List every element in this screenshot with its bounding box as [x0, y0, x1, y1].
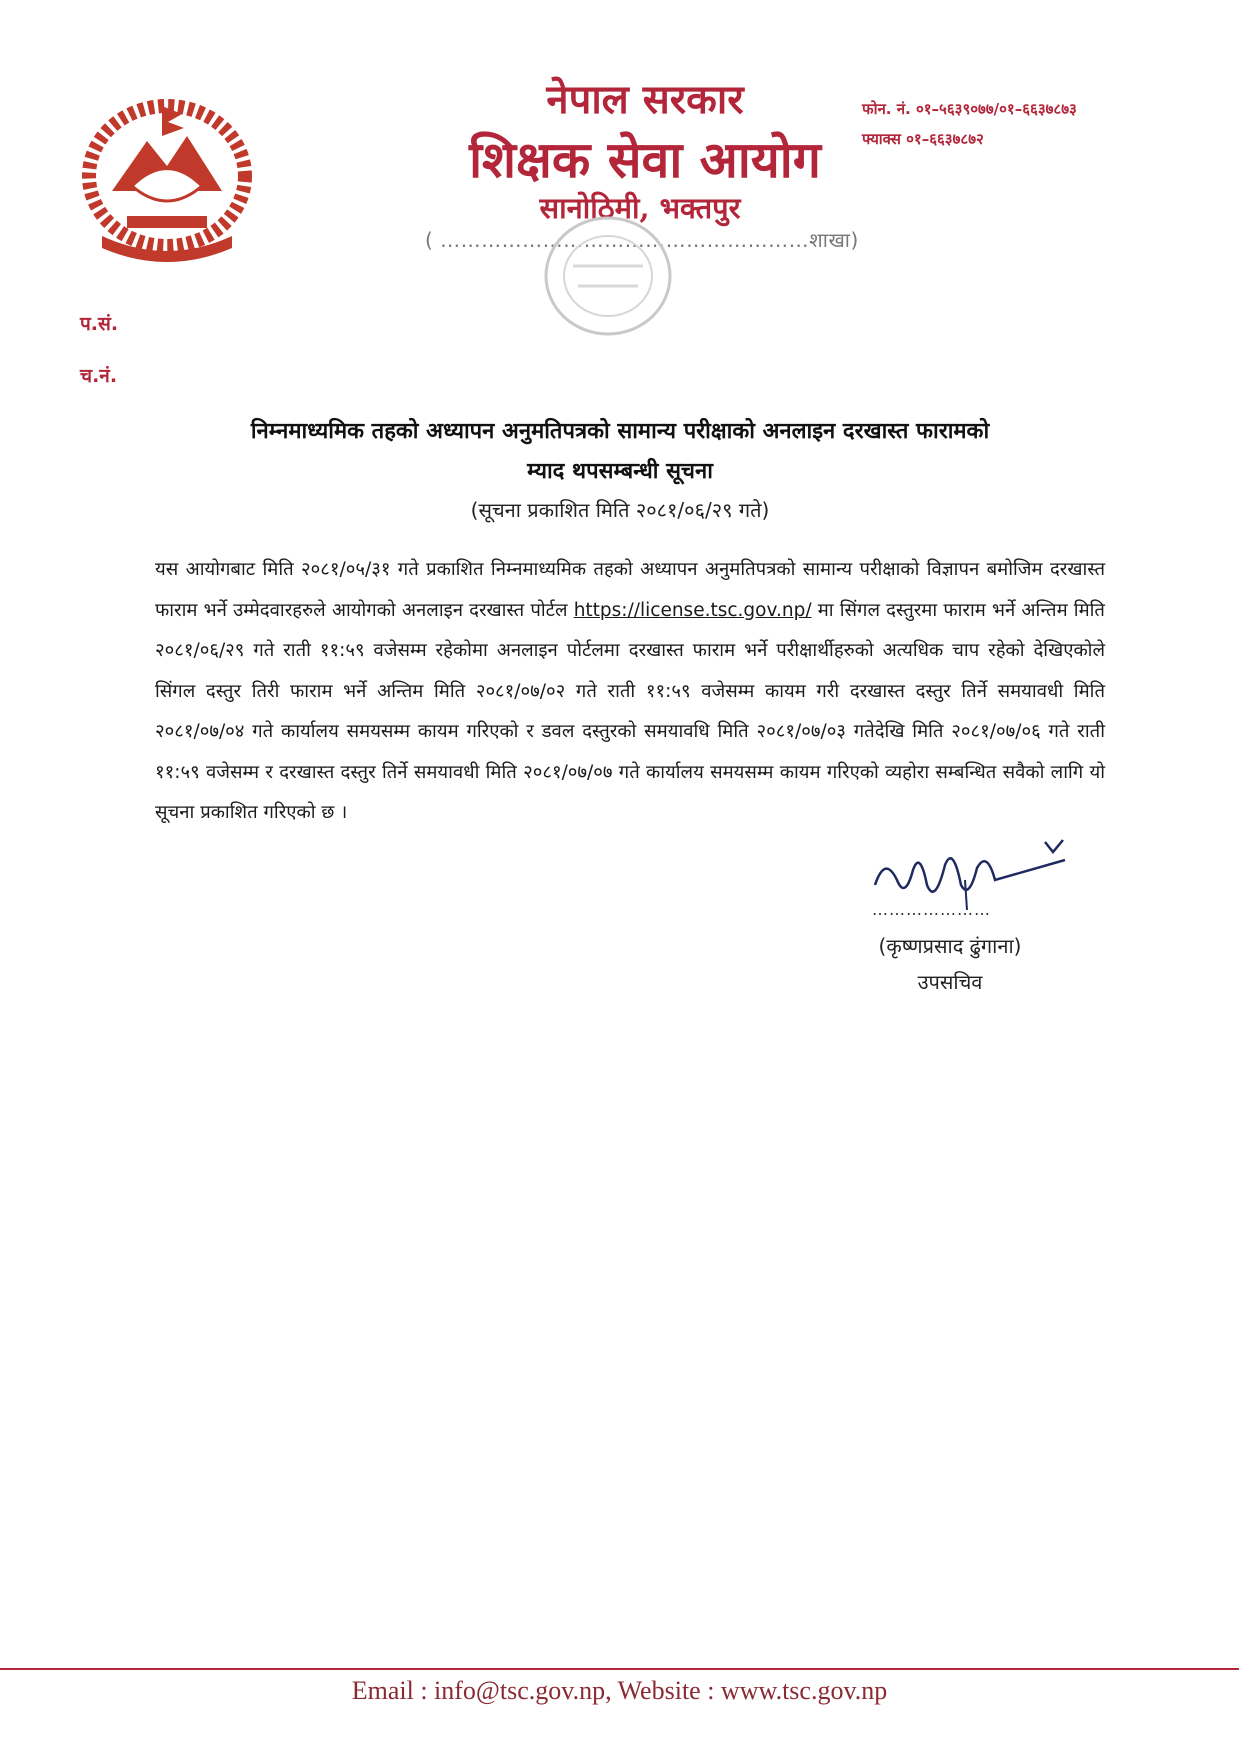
notice-title-line-2: म्याद थपसम्बन्धी सूचना — [527, 459, 713, 484]
organization-name: शिक्षक सेवा आयोग — [469, 130, 821, 189]
government-name: नेपाल सरकार — [546, 76, 744, 123]
notice-body-part-1: यस आयोगबाट मिति २०८१/०५/३१ गते प्रकाशित निम्नमाध्यमिक तहको अध्यापन अनुमतिपत्रको सामान्य परीक्षाको विज्ञापन बमोजिम दरखास्त फाराम भर्ने उम्मेदवारहरुले आयोगको अनलाइन दरखास्त पोर्टल — [155, 559, 1105, 621]
published-date: (सूचना प्रकाशित मिति २०८१/०६/२९ गते) — [470, 498, 770, 522]
notice-title-line-1: निम्नमाध्यमिक तहको अध्यापन अनुमतिपत्रको सामान्य परीक्षाको अनलाइन दरखास्त फारामको — [250, 419, 990, 444]
signature-dots: ………………… — [872, 900, 991, 919]
notice-title — [140, 412, 1100, 492]
nepal-emblem-icon — [72, 96, 262, 266]
organization-location: सानोठिमी, भक्तपुर — [539, 191, 741, 225]
dispatch-number-label: च.नं. — [80, 365, 118, 387]
signatory-designation: उपसचिव — [917, 970, 983, 994]
notice-body-part-2: मा सिंगल दस्तुरमा फाराम भर्ने अन्तिम मिति २०८१/०६/२९ गते राती ११:५९ वजेसम्म रहेकोमा अनलाइन पोर्टलमा दरखास्त फाराम भर्ने परीक्षार्थीहरुको अत्यधिक चाप रहेको देखिएकोले सिंगल दस्तुर तिरी फाराम भर्ने अन्तिम मिति २०८१/०७/०२ गते राती ११:५९ वजेसम्म कायम गरी दरखास्त दस्तुर तिर्ने समयावधी मिति २०८१/०७/०४ गते कार्यालय समयसम्म कायम गरिएको र डवल दस्तुरको समयावधि मिति २०८१/०७/०३ गतेदेखि मिति २०८१/०७/०६ गते राती ११:५९ वजेसम्म र दरखास्त दस्तुर तिर्ने समयावधी मिति २०८१/०७/०७ गते कार्यालय समयसम्म कायम गरिएको व्यहोरा सम्बन्धित सवैको लागि यो सूचना प्रकाशित गरिएको छ । — [155, 599, 1105, 823]
signatory-name: (कृष्णप्रसाद ढुंगाना) — [878, 934, 1022, 958]
footer-contact: Email : info@tsc.gov.np, Website : www.tsc.gov.np — [351, 1676, 888, 1705]
phone-number: फोन. नं. ०१–५६३९०७७/०१–६६३७८७३ — [862, 100, 1077, 118]
notice-body — [155, 550, 1105, 834]
footer-divider — [0, 1668, 1239, 1670]
branch-line: ( ………………………………………………शाखा) — [425, 228, 859, 252]
contact-block — [862, 94, 1077, 154]
portal-link[interactable]: https://license.tsc.gov.np/ — [573, 599, 812, 621]
reference-number-label: प.सं. — [80, 313, 119, 335]
fax-number: फ्याक्स ०१–६६३७८७२ — [862, 130, 984, 148]
office-stamp-icon — [533, 206, 683, 346]
